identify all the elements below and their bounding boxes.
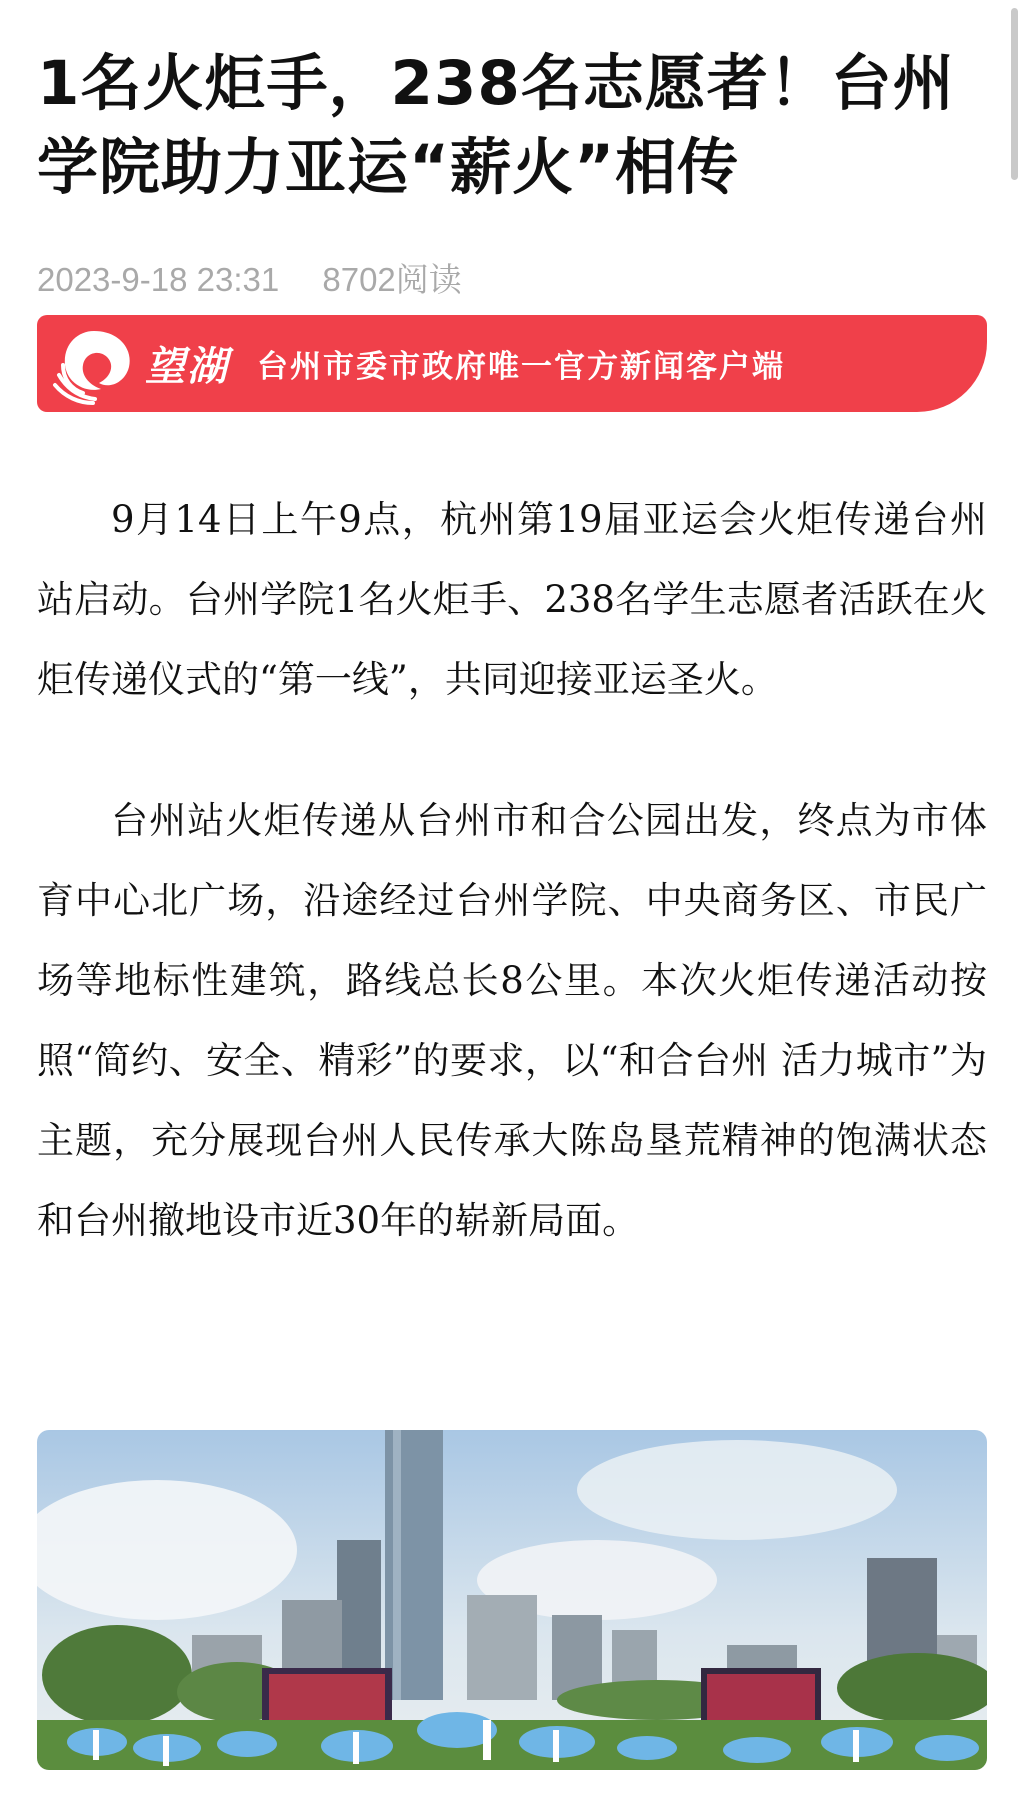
- source-banner[interactable]: [37, 315, 987, 412]
- publish-date: 2023-9-18 23:31: [37, 261, 280, 298]
- read-count: 8702阅读: [322, 261, 462, 298]
- banner-slogan: 台州市委市政府唯一官方新闻客户端: [257, 349, 785, 385]
- scroll-indicator[interactable]: [1011, 8, 1018, 180]
- article-title: 1名火炬手，238名志愿者！台州学院助力亚运“薪火”相传: [37, 48, 955, 203]
- banner-logo-text: 望湖: [145, 343, 229, 390]
- article-photo[interactable]: [37, 1430, 987, 1770]
- wanghu-logo-icon: [49, 323, 139, 405]
- paragraph-1: 9月14日上午9点，杭州第19届亚运会火炬传递台州站启动。台州学院1名火炬手、238名学生志愿者活跃在火炬传递仪式的“第一线”，共同迎接亚运圣火。: [37, 498, 987, 701]
- paragraph-2: 台州站火炬传递从台州市和合公园出发，终点为市体育中心北广场，沿途经过台州学院、中央商务区、市民广场等地标性建筑，路线总长8公里。本次火炬传递活动按照“简约、安全、精彩”的要求，以“和合台州 活力城市”为主题，充分展现台州人民传承大陈岛垦荒精神的饱满状态和台州撤地设市近30年的崭新局面。: [37, 799, 987, 1242]
- article-meta: [37, 254, 462, 301]
- photo-scene: [37, 1430, 987, 1770]
